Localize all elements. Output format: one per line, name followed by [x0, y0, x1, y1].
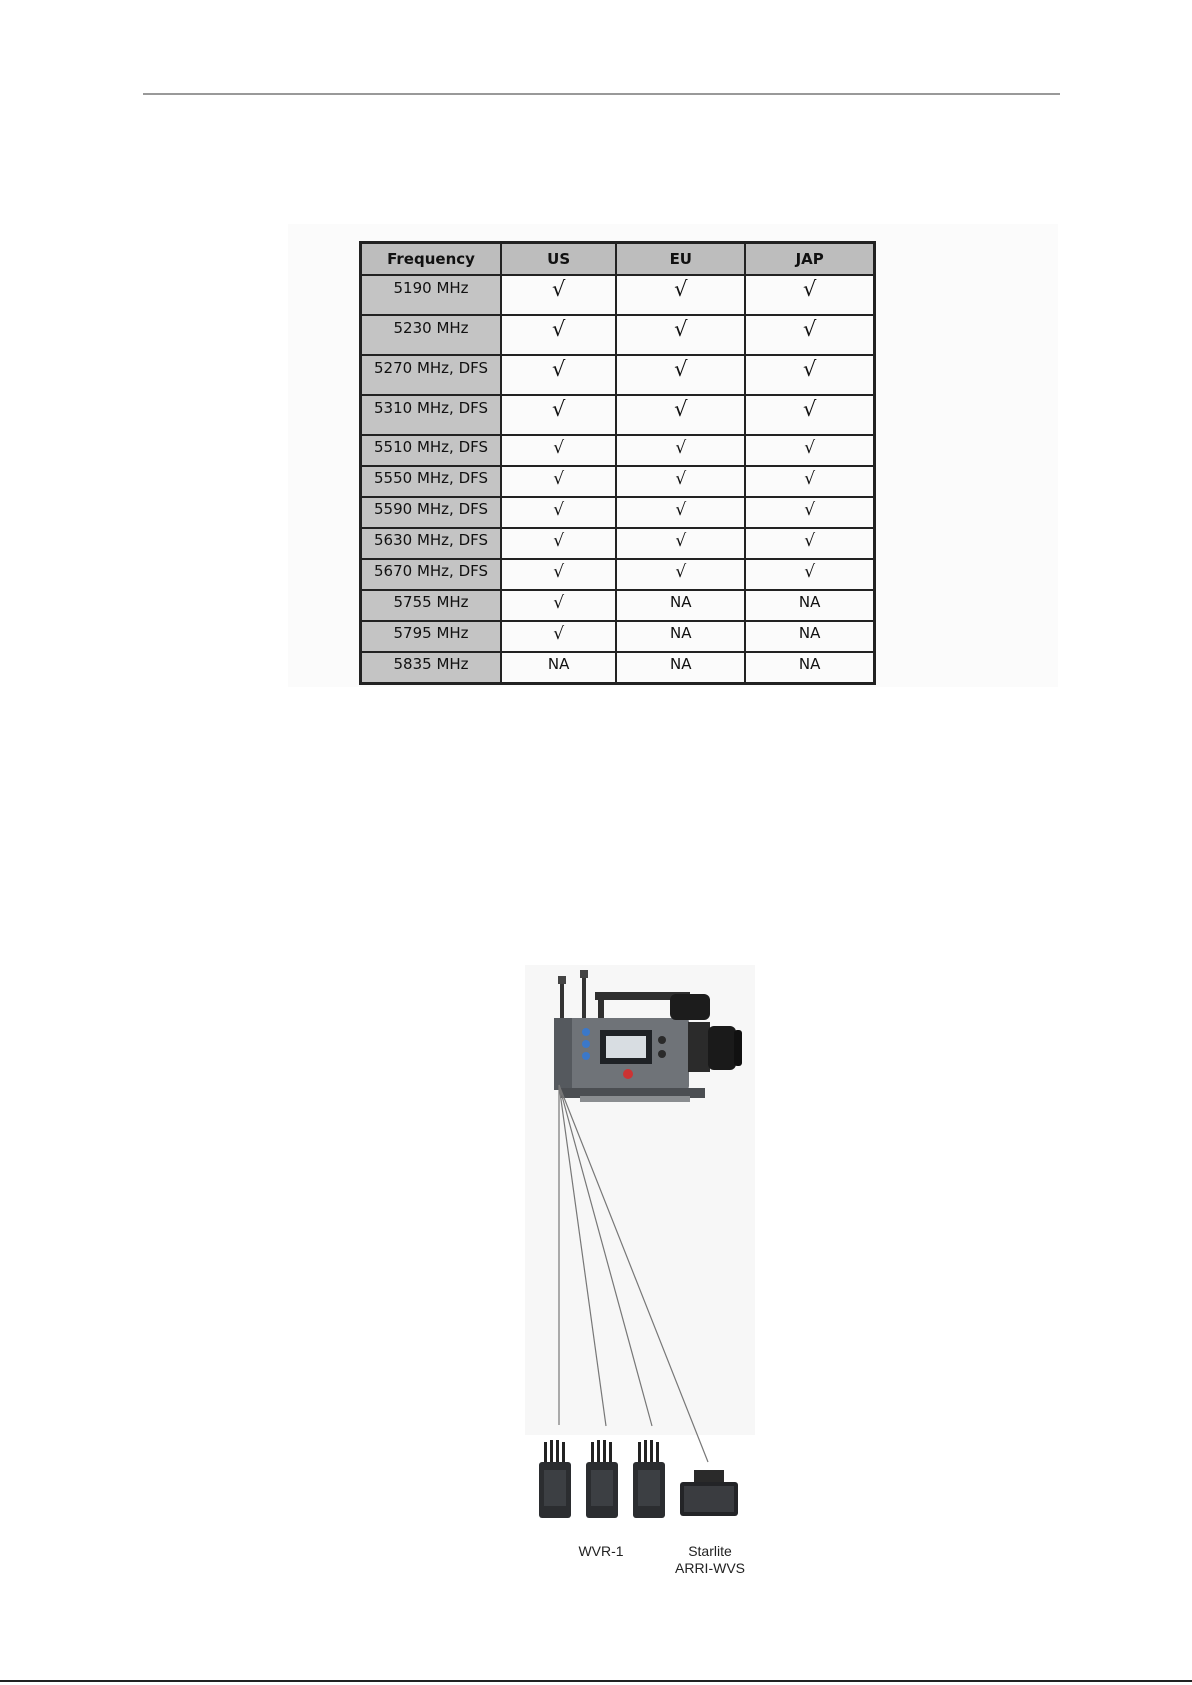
jap-cell: √ — [745, 528, 874, 559]
us-cell: √ — [501, 435, 616, 466]
eu-cell: √ — [616, 559, 745, 590]
table-row — [361, 497, 875, 528]
eu-cell: √ — [616, 395, 745, 435]
eu-cell: NA — [616, 590, 745, 621]
us-cell: √ — [501, 559, 616, 590]
jap-cell: √ — [745, 355, 874, 395]
jap-cell: √ — [745, 559, 874, 590]
eu-cell: √ — [616, 275, 745, 315]
table-row — [361, 559, 875, 590]
table-row — [361, 528, 875, 559]
us-cell: √ — [501, 275, 616, 315]
table-row — [361, 275, 875, 315]
frequency-cell: 5670 MHz, DFS — [361, 559, 502, 590]
footer-rule — [0, 1680, 1192, 1682]
us-cell: √ — [501, 528, 616, 559]
jap-cell: NA — [745, 621, 874, 652]
us-cell: √ — [501, 497, 616, 528]
frequency-cell: 5835 MHz — [361, 652, 502, 684]
receiver-1-image — [539, 1440, 571, 1518]
us-cell: √ — [501, 315, 616, 355]
us-cell: √ — [501, 395, 616, 435]
eu-cell: NA — [616, 652, 745, 684]
eu-cell: √ — [616, 497, 745, 528]
us-cell: √ — [501, 621, 616, 652]
eu-cell: √ — [616, 466, 745, 497]
frequency-cell: 5630 MHz, DFS — [361, 528, 502, 559]
monitor-image — [680, 1470, 738, 1516]
us-cell: √ — [501, 466, 616, 497]
jap-cell: √ — [745, 466, 874, 497]
frequency-cell: 5310 MHz, DFS — [361, 395, 502, 435]
jap-cell: √ — [745, 435, 874, 466]
frequency-table — [359, 241, 876, 685]
jap-cell: NA — [745, 590, 874, 621]
receiver-3-image — [633, 1440, 665, 1518]
receiver-2-image — [586, 1440, 618, 1518]
eu-cell: √ — [616, 528, 745, 559]
table-row — [361, 315, 875, 355]
table-row — [361, 466, 875, 497]
table-row — [361, 590, 875, 621]
frequency-cell: 5230 MHz — [361, 315, 502, 355]
table-row — [361, 621, 875, 652]
camera-image — [554, 970, 742, 1102]
frequency-cell: 5795 MHz — [361, 621, 502, 652]
monitor-label-line2: ARRI-WVS — [675, 1560, 745, 1576]
table-header-row — [361, 243, 875, 276]
table-row — [361, 652, 875, 684]
frequency-cell: 5270 MHz, DFS — [361, 355, 502, 395]
jap-cell: √ — [745, 315, 874, 355]
jap-cell: √ — [745, 497, 874, 528]
frequency-cell: 5590 MHz, DFS — [361, 497, 502, 528]
table-row — [361, 395, 875, 435]
header-us: US — [501, 243, 616, 276]
camera-connection-diagram — [520, 960, 760, 1580]
header-frequency: Frequency — [361, 243, 502, 276]
connection-lines — [559, 1085, 708, 1462]
jap-cell: √ — [745, 275, 874, 315]
receiver-label: WVR-1 — [578, 1543, 624, 1559]
eu-cell: √ — [616, 435, 745, 466]
eu-cell: NA — [616, 621, 745, 652]
eu-cell: √ — [616, 355, 745, 395]
monitor-label-line1: Starlite — [688, 1543, 732, 1559]
jap-cell: NA — [745, 652, 874, 684]
frequency-cell: 5190 MHz — [361, 275, 502, 315]
us-cell: √ — [501, 590, 616, 621]
eu-cell: √ — [616, 315, 745, 355]
table-row — [361, 435, 875, 466]
frequency-cell: 5755 MHz — [361, 590, 502, 621]
us-cell: NA — [501, 652, 616, 684]
table-row — [361, 355, 875, 395]
us-cell: √ — [501, 355, 616, 395]
header-rule — [143, 93, 1060, 95]
frequency-cell: 5550 MHz, DFS — [361, 466, 502, 497]
header-eu: EU — [616, 243, 745, 276]
jap-cell: √ — [745, 395, 874, 435]
frequency-cell: 5510 MHz, DFS — [361, 435, 502, 466]
header-jap: JAP — [745, 243, 874, 276]
